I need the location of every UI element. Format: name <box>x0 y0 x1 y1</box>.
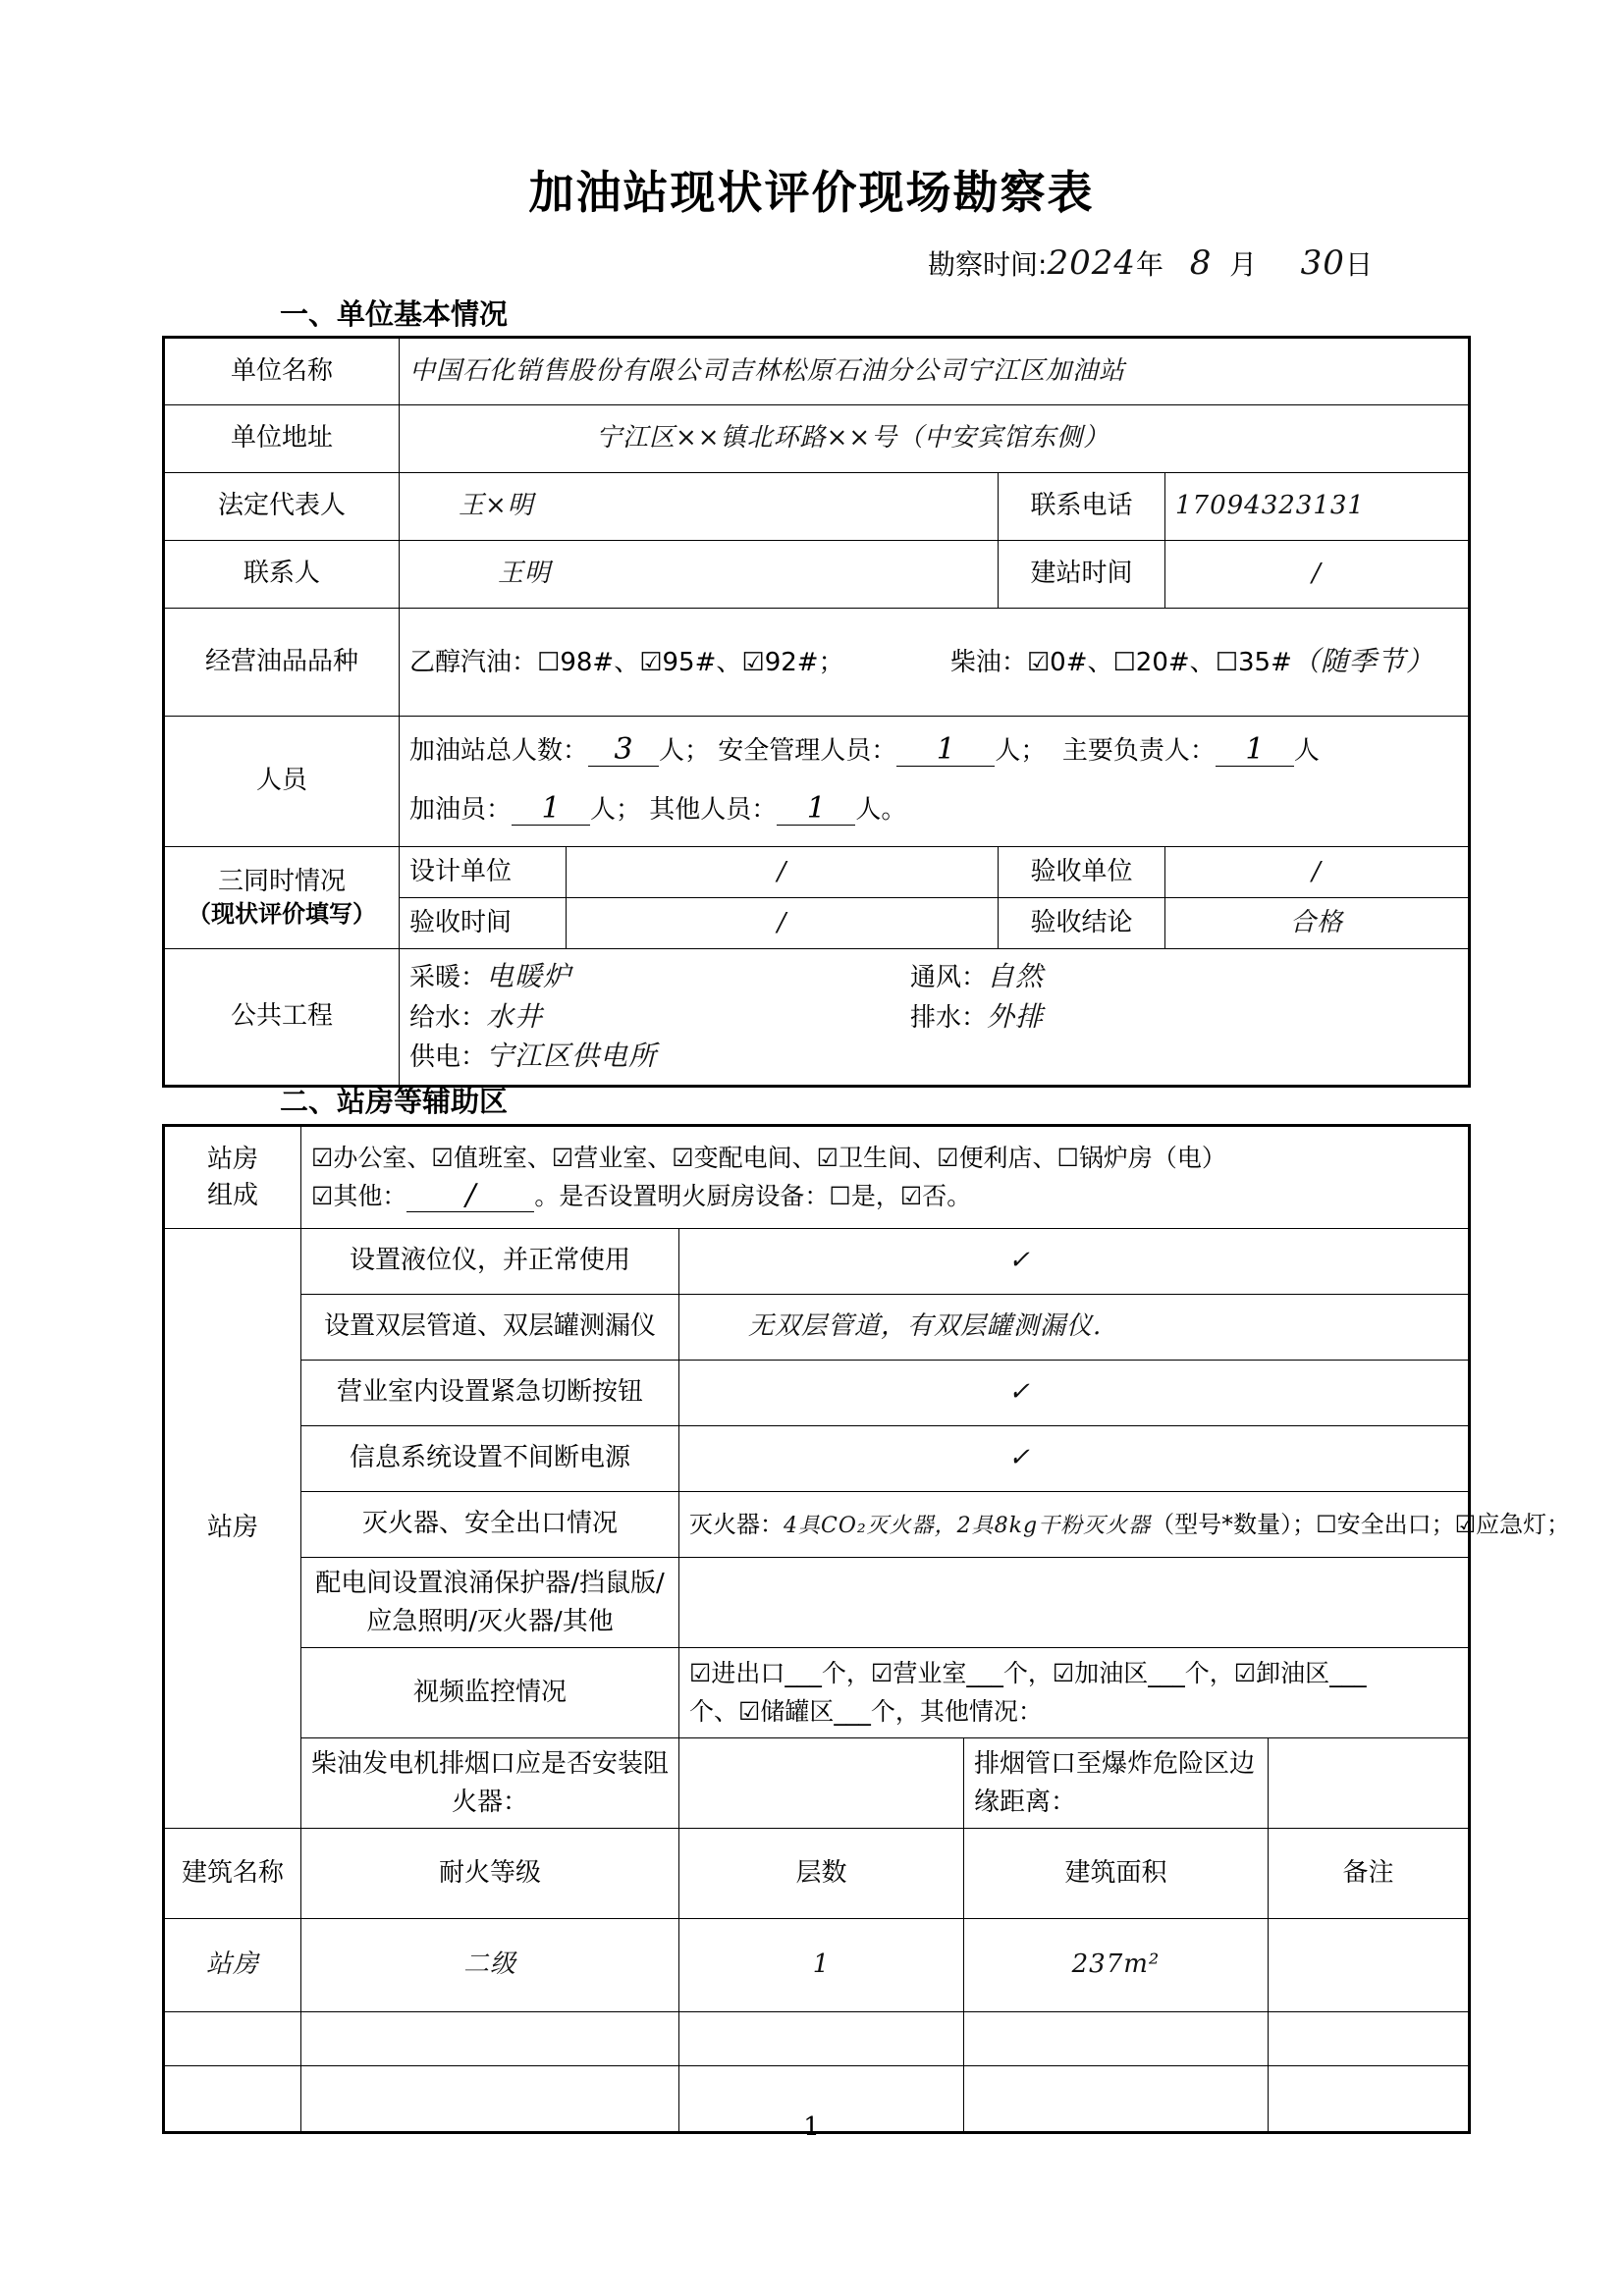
fire-exit-cell <box>679 1492 1571 1558</box>
accept-unit-value: / <box>1165 847 1470 898</box>
oil-type-label: 经营油品品种 <box>164 609 400 717</box>
legal-rep-value: 王×明 <box>400 473 999 541</box>
composition-other-label: ☑其他： <box>311 1181 407 1210</box>
composition-label-line2: 组成 <box>206 1180 258 1210</box>
safety-mgmt-label: 安全管理人员： <box>718 736 897 767</box>
ventilation-value: 自然 <box>987 959 1045 992</box>
drainage-label: 排水： <box>910 1002 988 1033</box>
power-room-label: 配电间设置浪涌保护器/挡鼠版/应急照明/灭火器/其他 <box>301 1558 679 1648</box>
composition-label-line1: 站房 <box>206 1145 258 1175</box>
ventilation-label: 通风： <box>910 962 988 992</box>
diesel-note: （随季节） <box>1291 645 1434 678</box>
gasoline-option-95: ☑95#、 <box>639 648 742 678</box>
survey-year: 2024 <box>1047 243 1136 283</box>
unit-name-label: 单位名称 <box>164 338 400 405</box>
three-sim-label <box>164 847 400 949</box>
ups-value: ✓ <box>679 1426 1470 1492</box>
survey-year-unit: 年 <box>1135 248 1163 281</box>
three-sim-label-line2: （现状评价填写） <box>188 899 376 928</box>
safety-mgmt-value: 1 <box>896 733 995 767</box>
other-staff-value: 1 <box>777 792 855 826</box>
building-row <box>164 2012 1470 2066</box>
phone-label: 联系电话 <box>999 473 1165 541</box>
remarks-cell <box>1269 2012 1470 2066</box>
gasoline-option-98: ☐98#、 <box>537 648 640 678</box>
fire-exit-label: 灭火器、安全出口情况 <box>301 1492 679 1558</box>
exhaust-distance-value <box>1269 1738 1470 1829</box>
page-title: 加油站现状评价现场勘察表 <box>528 166 1095 219</box>
staff-total-unit: 人； <box>659 736 711 767</box>
accept-time-value: / <box>567 898 999 949</box>
survey-day-unit: 日 <box>1344 248 1373 281</box>
building-row <box>164 1919 1470 2012</box>
power-room-value <box>679 1558 1470 1648</box>
power-supply-label: 供电： <box>409 1042 487 1073</box>
build-time-value: / <box>1165 541 1470 609</box>
floors-cell: 1 <box>679 1919 964 2012</box>
diesel-group <box>949 645 1434 678</box>
build-time-label: 建站时间 <box>999 541 1165 609</box>
survey-date-label: 勘察时间: <box>928 248 1048 281</box>
building-name-cell <box>164 2012 301 2066</box>
video-line1: ☑进出口___个，☑营业室___个，☑加油区___个，☑卸油区___ <box>689 1658 1367 1687</box>
heating-value: 电暖炉 <box>486 959 572 992</box>
section2-heading: 二、站房等辅助区 <box>280 1085 509 1118</box>
heating-label: 采暖： <box>409 962 487 992</box>
accept-time-label: 验收时间 <box>400 898 567 949</box>
public-works-label: 公共工程 <box>164 949 400 1087</box>
water-label: 给水： <box>409 1002 487 1033</box>
attendant-unit: 人； <box>590 795 642 825</box>
gasoline-label: 乙醇汽油： <box>409 648 538 678</box>
diesel-gen-value <box>679 1738 964 1829</box>
building-area-header: 建筑面积 <box>964 1829 1269 1919</box>
fire-rating-cell <box>301 2012 679 2066</box>
level-gauge-label: 设置液位仪，并正常使用 <box>301 1229 679 1295</box>
staff-total-value: 3 <box>588 733 659 767</box>
other-staff-unit: 人。 <box>855 795 907 825</box>
legal-rep-label: 法定代表人 <box>164 473 400 541</box>
oil-type-cell <box>400 609 1470 717</box>
kitchen-question: 。是否设置明火厨房设备：☐是，☑否。 <box>534 1181 972 1210</box>
composition-other-value: / <box>406 1179 534 1212</box>
three-sim-label-line1: 三同时情况 <box>217 867 346 896</box>
drainage-value: 外排 <box>987 999 1045 1033</box>
survey-date <box>928 243 1373 283</box>
staff-label: 人员 <box>164 717 400 847</box>
emergency-stop-label: 营业室内设置紧急切断按钮 <box>301 1361 679 1426</box>
page-number: 1 <box>803 2112 820 2142</box>
other-staff-label: 其他人员： <box>649 795 778 825</box>
power-supply-value: 宁江区供电所 <box>486 1040 658 1073</box>
unit-basic-info-table <box>162 336 1471 1088</box>
accept-result-label: 验收结论 <box>999 898 1165 949</box>
attendant-value: 1 <box>512 792 590 826</box>
diesel-option-20: ☐20#、 <box>1112 648 1216 678</box>
unit-name-value: 中国石化销售股份有限公司吉林松原石油分公司宁江区加油站 <box>400 338 1470 405</box>
extinguisher-suffix: （型号*数量）；☐安全出口；☑应急灯； <box>1151 1510 1571 1538</box>
diesel-option-35: ☐35# <box>1215 648 1292 678</box>
double-pipe-value: 无双层管道，有双层罐测漏仪. <box>679 1295 1470 1361</box>
composition-line1: ☑办公室、☑值班室、☑营业室、☑变配电间、☑卫生间、☑便利店、☐锅炉房（电） <box>311 1143 1226 1172</box>
accept-unit-label: 验收单位 <box>999 847 1165 898</box>
video-label: 视频监控情况 <box>301 1648 679 1738</box>
composition-label <box>164 1126 301 1229</box>
video-cell <box>679 1648 1470 1738</box>
diesel-label: 柴油： <box>949 648 1027 678</box>
staff-total-label: 加油站总人数： <box>409 736 589 767</box>
station-label: 站房 <box>164 1229 301 1829</box>
extinguisher-value: 4具CO₂灭火器，2具8kg干粉灭火器 <box>784 1513 1152 1538</box>
extinguisher-prefix: 灭火器： <box>689 1510 784 1538</box>
public-works-cell <box>400 949 1470 1087</box>
water-value: 水井 <box>486 999 544 1033</box>
phone-value: 17094323131 <box>1165 473 1470 541</box>
survey-month-unit: 月 <box>1229 248 1258 281</box>
building-header-row <box>164 1829 1470 1919</box>
floors-header: 层数 <box>679 1829 964 1919</box>
design-unit-label: 设计单位 <box>400 847 567 898</box>
contact-value: 王明 <box>400 541 999 609</box>
emergency-stop-value: ✓ <box>679 1361 1470 1426</box>
contact-label: 联系人 <box>164 541 400 609</box>
gasoline-group <box>409 648 852 677</box>
fire-rating-header: 耐火等级 <box>301 1829 679 1919</box>
unit-address-value: 宁江区××镇北环路××号（中安宾馆东侧） <box>400 405 1470 473</box>
exhaust-distance-label: 排烟管口至爆炸危险区边缘距离： <box>964 1738 1269 1829</box>
main-resp-value: 1 <box>1216 733 1294 767</box>
main-resp-label: 主要负责人： <box>1061 736 1216 767</box>
station-house-table <box>162 1124 1571 2134</box>
building-area-cell: 237m² <box>964 1919 1269 2012</box>
main-resp-unit: 人 <box>1293 736 1320 767</box>
staff-cell <box>400 717 1470 847</box>
safety-mgmt-unit: 人； <box>995 736 1047 767</box>
diesel-gen-label: 柴油发电机排烟口应是否安装阻火器： <box>301 1738 679 1829</box>
floors-cell <box>679 2012 964 2066</box>
diesel-option-0: ☑0#、 <box>1026 648 1113 678</box>
composition-cell <box>301 1126 1470 1229</box>
remarks-header: 备注 <box>1269 1829 1470 1919</box>
level-gauge-value: ✓ <box>679 1229 1470 1295</box>
design-unit-value: / <box>567 847 999 898</box>
survey-day: 30 <box>1300 243 1345 283</box>
video-line2: 个、☑储罐区___个，其他情况： <box>689 1696 1043 1726</box>
unit-address-label: 单位地址 <box>164 405 400 473</box>
accept-result-value: 合格 <box>1165 898 1470 949</box>
building-area-cell <box>964 2012 1269 2066</box>
section1-heading: 一、单位基本情况 <box>280 297 509 331</box>
attendant-label: 加油员： <box>409 795 513 825</box>
double-pipe-label: 设置双层管道、双层罐测漏仪 <box>301 1295 679 1361</box>
gasoline-option-92: ☑92#； <box>741 648 844 678</box>
ups-label: 信息系统设置不间断电源 <box>301 1426 679 1492</box>
survey-month: 8 <box>1189 243 1213 283</box>
building-name-header: 建筑名称 <box>164 1829 301 1919</box>
fire-rating-cell: 二级 <box>301 1919 679 2012</box>
remarks-cell <box>1269 1919 1470 2012</box>
building-name-cell: 站房 <box>164 1919 301 2012</box>
